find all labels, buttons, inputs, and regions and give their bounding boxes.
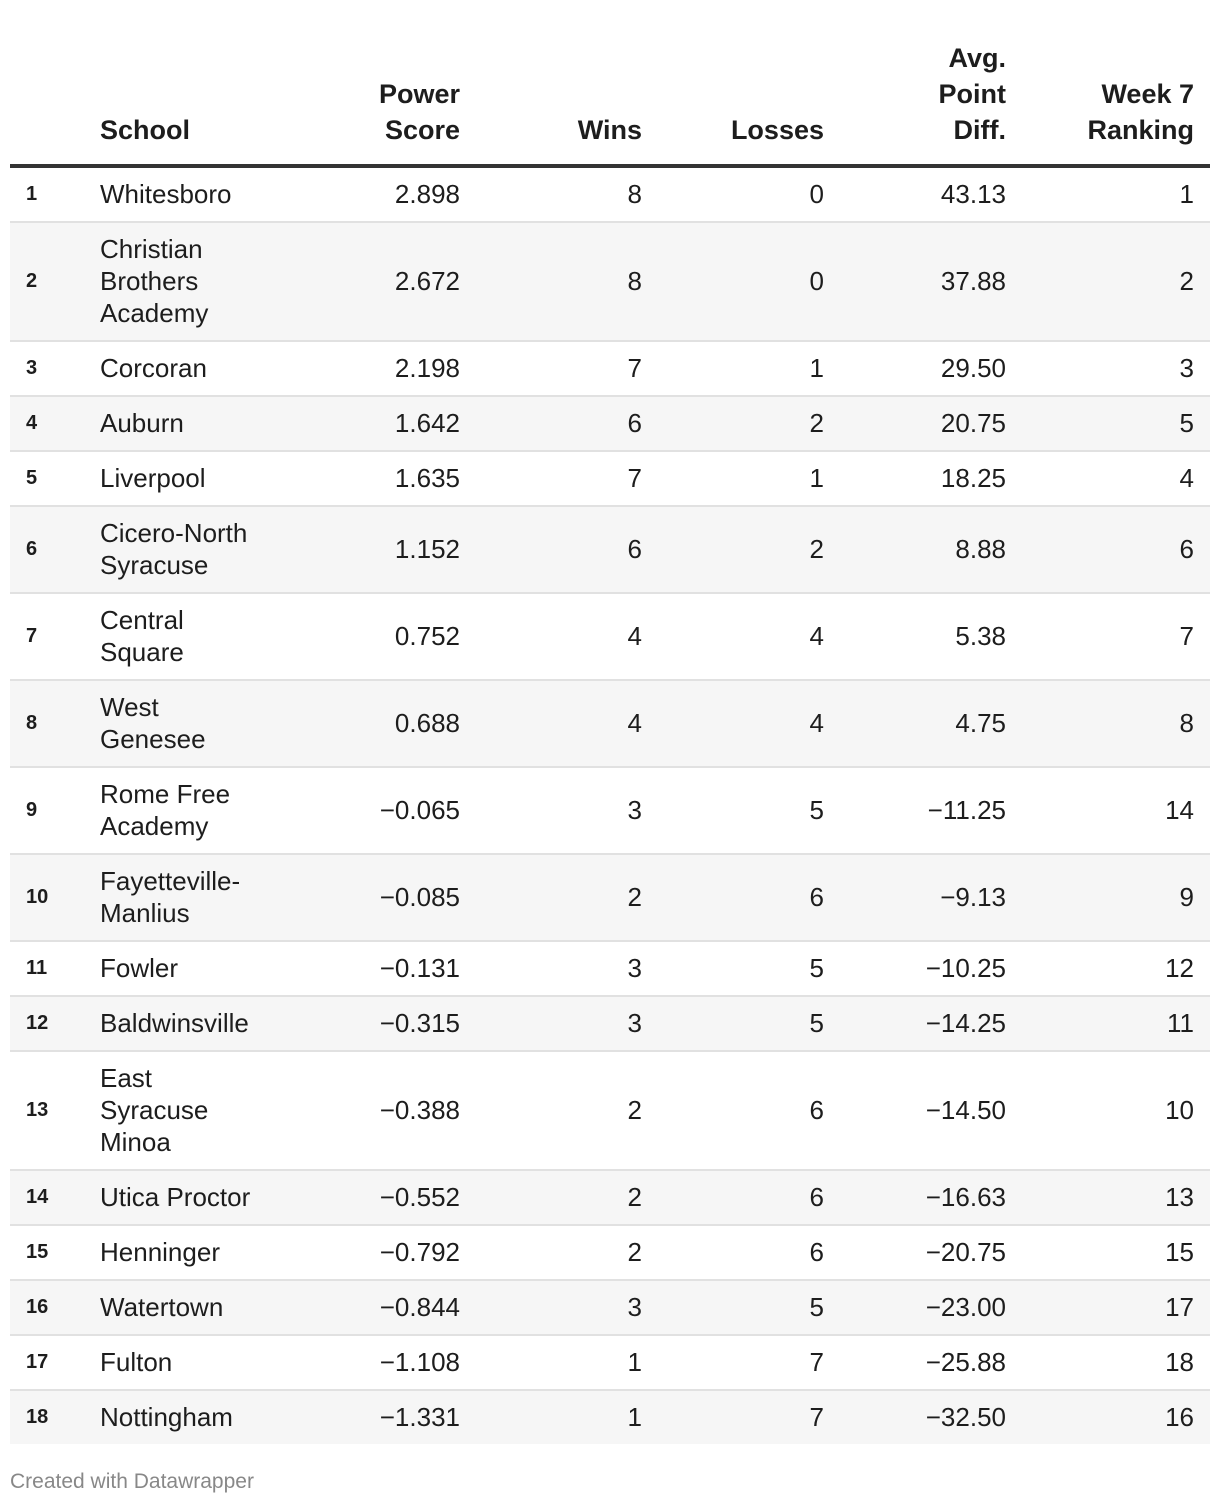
losses-cell: 1	[658, 341, 840, 396]
power-score-cell: −1.108	[288, 1335, 476, 1390]
power-score-cell: 1.152	[288, 506, 476, 593]
week7-ranking-cell: 12	[1022, 941, 1210, 996]
avg-point-diff-cell: −25.88	[840, 1335, 1022, 1390]
avg-point-diff-cell: −20.75	[840, 1225, 1022, 1280]
table-row	[10, 506, 1210, 593]
week7-ranking-cell: 5	[1022, 396, 1210, 451]
school-name-line: Baldwinsville	[100, 1008, 249, 1038]
school-cell	[100, 1170, 288, 1225]
losses-cell: 1	[658, 451, 840, 506]
losses-cell: 6	[658, 1225, 840, 1280]
school-cell	[100, 996, 288, 1051]
rank-cell: 7	[10, 593, 100, 680]
losses-cell: 4	[658, 593, 840, 680]
power-score-cell: 1.635	[288, 451, 476, 506]
rank-cell: 11	[10, 941, 100, 996]
table-row	[10, 1280, 1210, 1335]
school-name-line: Square	[100, 637, 184, 667]
header-label-line: Point	[938, 79, 1006, 109]
wins-cell: 2	[476, 854, 658, 941]
table-row	[10, 996, 1210, 1051]
school-cell	[100, 222, 288, 341]
header-label-line: Losses	[730, 115, 824, 145]
school-cell	[100, 941, 288, 996]
school-cell	[100, 341, 288, 396]
losses-cell: 2	[658, 396, 840, 451]
school-name-line: Manlius	[100, 898, 190, 928]
school-name-line: Fowler	[100, 953, 179, 983]
school-name-line: Corcoran	[100, 353, 207, 383]
school-name-line: Fulton	[100, 1347, 173, 1377]
table-row	[10, 680, 1210, 767]
rank-cell: 2	[10, 222, 100, 341]
header-label-line: Wins	[577, 115, 642, 145]
avg-point-diff-cell: 4.75	[840, 680, 1022, 767]
school-name-line: Auburn	[100, 408, 184, 438]
week7-ranking-cell: 3	[1022, 341, 1210, 396]
losses-cell: 5	[658, 996, 840, 1051]
power-score-cell: 0.752	[288, 593, 476, 680]
school-cell	[100, 680, 288, 767]
rank-cell: 16	[10, 1280, 100, 1335]
datawrapper-credit: Created with Datawrapper	[10, 1470, 254, 1493]
table-row	[10, 1051, 1210, 1170]
rank-cell: 3	[10, 341, 100, 396]
power-rankings-table-wrapper	[10, 40, 1210, 1444]
power-score-cell: −1.331	[288, 1390, 476, 1444]
school-name-line: Minoa	[100, 1127, 171, 1157]
avg-point-diff-cell: 43.13	[840, 166, 1022, 222]
wins-cell: 2	[476, 1051, 658, 1170]
power-score-cell: −0.131	[288, 941, 476, 996]
week7-ranking-cell: 2	[1022, 222, 1210, 341]
table-row	[10, 1170, 1210, 1225]
week7-ranking-cell: 18	[1022, 1335, 1210, 1390]
power-score-cell: −0.388	[288, 1051, 476, 1170]
power-score-cell: −0.085	[288, 854, 476, 941]
week7-ranking-cell: 8	[1022, 680, 1210, 767]
header-losses[interactable]	[658, 40, 840, 166]
school-name-line: Genesee	[100, 724, 206, 754]
losses-cell: 6	[658, 854, 840, 941]
avg-point-diff-cell: −23.00	[840, 1280, 1022, 1335]
school-name-line: Nottingham	[100, 1402, 233, 1432]
table-row	[10, 222, 1210, 341]
power-score-cell: −0.792	[288, 1225, 476, 1280]
power-score-cell: 2.198	[288, 341, 476, 396]
school-name-line: Syracuse	[100, 1095, 209, 1125]
rank-cell: 8	[10, 680, 100, 767]
wins-cell: 4	[476, 593, 658, 680]
wins-cell: 1	[476, 1335, 658, 1390]
table-row	[10, 451, 1210, 506]
table-row	[10, 341, 1210, 396]
wins-cell: 7	[476, 341, 658, 396]
week7-ranking-cell: 4	[1022, 451, 1210, 506]
avg-point-diff-cell: 29.50	[840, 341, 1022, 396]
table-row	[10, 1225, 1210, 1280]
school-name-line: Academy	[100, 811, 209, 841]
table-row	[10, 941, 1210, 996]
table-body	[10, 166, 1210, 1444]
rank-cell: 9	[10, 767, 100, 854]
header-avg-point-diff[interactable]	[840, 40, 1022, 166]
power-score-cell: −0.065	[288, 767, 476, 854]
wins-cell: 3	[476, 767, 658, 854]
avg-point-diff-cell: 37.88	[840, 222, 1022, 341]
table-row	[10, 166, 1210, 222]
rank-cell: 14	[10, 1170, 100, 1225]
week7-ranking-cell: 16	[1022, 1390, 1210, 1444]
rank-cell: 12	[10, 996, 100, 1051]
wins-cell: 3	[476, 996, 658, 1051]
losses-cell: 7	[658, 1335, 840, 1390]
avg-point-diff-cell: −11.25	[840, 767, 1022, 854]
losses-cell: 5	[658, 941, 840, 996]
rank-cell: 4	[10, 396, 100, 451]
avg-point-diff-cell: 20.75	[840, 396, 1022, 451]
school-cell	[100, 451, 288, 506]
header-power-score[interactable]	[288, 40, 476, 166]
header-wins[interactable]	[476, 40, 658, 166]
school-cell	[100, 1225, 288, 1280]
school-name-line: East	[100, 1063, 153, 1093]
rank-cell: 6	[10, 506, 100, 593]
avg-point-diff-cell: 5.38	[840, 593, 1022, 680]
header-rank	[10, 40, 100, 166]
power-score-cell: −0.844	[288, 1280, 476, 1335]
wins-cell: 4	[476, 680, 658, 767]
power-score-cell: 2.672	[288, 222, 476, 341]
header-school[interactable]	[100, 40, 288, 166]
rank-cell: 15	[10, 1225, 100, 1280]
school-name-line: Brothers	[100, 266, 199, 296]
avg-point-diff-cell: −9.13	[840, 854, 1022, 941]
avg-point-diff-cell: −16.63	[840, 1170, 1022, 1225]
rank-cell: 13	[10, 1051, 100, 1170]
rank-cell: 10	[10, 854, 100, 941]
rank-cell: 1	[10, 166, 100, 222]
losses-cell: 5	[658, 1280, 840, 1335]
avg-point-diff-cell: −10.25	[840, 941, 1022, 996]
school-name-line: Syracuse	[100, 550, 209, 580]
losses-cell: 2	[658, 506, 840, 593]
school-cell	[100, 1390, 288, 1444]
avg-point-diff-cell: 18.25	[840, 451, 1022, 506]
wins-cell: 6	[476, 506, 658, 593]
losses-cell: 6	[658, 1170, 840, 1225]
school-name-line: Liverpool	[100, 463, 206, 493]
power-rankings-table	[10, 40, 1210, 1444]
table-row	[10, 1335, 1210, 1390]
school-name-line: Central	[100, 605, 184, 635]
losses-cell: 5	[658, 767, 840, 854]
wins-cell: 7	[476, 451, 658, 506]
week7-ranking-cell: 6	[1022, 506, 1210, 593]
power-score-cell: 0.688	[288, 680, 476, 767]
header-label-line: Week 7	[1101, 79, 1194, 109]
table-row	[10, 1390, 1210, 1444]
week7-ranking-cell: 15	[1022, 1225, 1210, 1280]
table-row	[10, 593, 1210, 680]
school-cell	[100, 506, 288, 593]
school-name-line: Whitesboro	[100, 179, 232, 209]
school-cell	[100, 767, 288, 854]
wins-cell: 3	[476, 941, 658, 996]
week7-ranking-cell: 14	[1022, 767, 1210, 854]
table-row	[10, 767, 1210, 854]
power-score-cell: −0.552	[288, 1170, 476, 1225]
power-score-cell: 1.642	[288, 396, 476, 451]
rank-cell: 5	[10, 451, 100, 506]
school-cell	[100, 166, 288, 222]
school-cell	[100, 593, 288, 680]
avg-point-diff-cell: 8.88	[840, 506, 1022, 593]
header-row	[10, 40, 1210, 166]
rank-cell: 17	[10, 1335, 100, 1390]
wins-cell: 3	[476, 1280, 658, 1335]
school-name-line: Fayetteville-	[100, 866, 241, 896]
table-row	[10, 396, 1210, 451]
header-label-line: Avg.	[948, 43, 1006, 73]
week7-ranking-cell: 17	[1022, 1280, 1210, 1335]
avg-point-diff-cell: −14.50	[840, 1051, 1022, 1170]
school-cell	[100, 854, 288, 941]
school-name-line: Utica Proctor	[100, 1182, 251, 1212]
avg-point-diff-cell: −14.25	[840, 996, 1022, 1051]
school-name-line: Rome Free	[100, 779, 231, 809]
header-label-line: School	[100, 115, 191, 145]
school-name-line: Cicero-North	[100, 518, 248, 548]
header-label-line: Diff.	[953, 115, 1006, 145]
header-label-line: Ranking	[1087, 115, 1194, 145]
table-row	[10, 854, 1210, 941]
week7-ranking-cell: 10	[1022, 1051, 1210, 1170]
school-name-line: Christian	[100, 234, 203, 264]
school-cell	[100, 1335, 288, 1390]
week7-ranking-cell: 7	[1022, 593, 1210, 680]
rank-cell: 18	[10, 1390, 100, 1444]
school-cell	[100, 1051, 288, 1170]
school-name-line: Watertown	[100, 1292, 224, 1322]
week7-ranking-cell: 11	[1022, 996, 1210, 1051]
wins-cell: 2	[476, 1225, 658, 1280]
school-name-line: Academy	[100, 298, 209, 328]
wins-cell: 8	[476, 166, 658, 222]
week7-ranking-cell: 9	[1022, 854, 1210, 941]
school-cell	[100, 1280, 288, 1335]
losses-cell: 0	[658, 222, 840, 341]
wins-cell: 8	[476, 222, 658, 341]
header-label-line: Score	[384, 115, 460, 145]
week7-ranking-cell: 1	[1022, 166, 1210, 222]
wins-cell: 1	[476, 1390, 658, 1444]
losses-cell: 7	[658, 1390, 840, 1444]
wins-cell: 2	[476, 1170, 658, 1225]
school-cell	[100, 396, 288, 451]
school-name-line: Henninger	[100, 1237, 220, 1267]
header-week7-ranking[interactable]	[1022, 40, 1210, 166]
avg-point-diff-cell: −32.50	[840, 1390, 1022, 1444]
week7-ranking-cell: 13	[1022, 1170, 1210, 1225]
school-name-line: West	[100, 692, 159, 722]
losses-cell: 4	[658, 680, 840, 767]
power-score-cell: 2.898	[288, 166, 476, 222]
power-score-cell: −0.315	[288, 996, 476, 1051]
losses-cell: 6	[658, 1051, 840, 1170]
wins-cell: 6	[476, 396, 658, 451]
header-label-line: Power	[378, 79, 460, 109]
losses-cell: 0	[658, 166, 840, 222]
